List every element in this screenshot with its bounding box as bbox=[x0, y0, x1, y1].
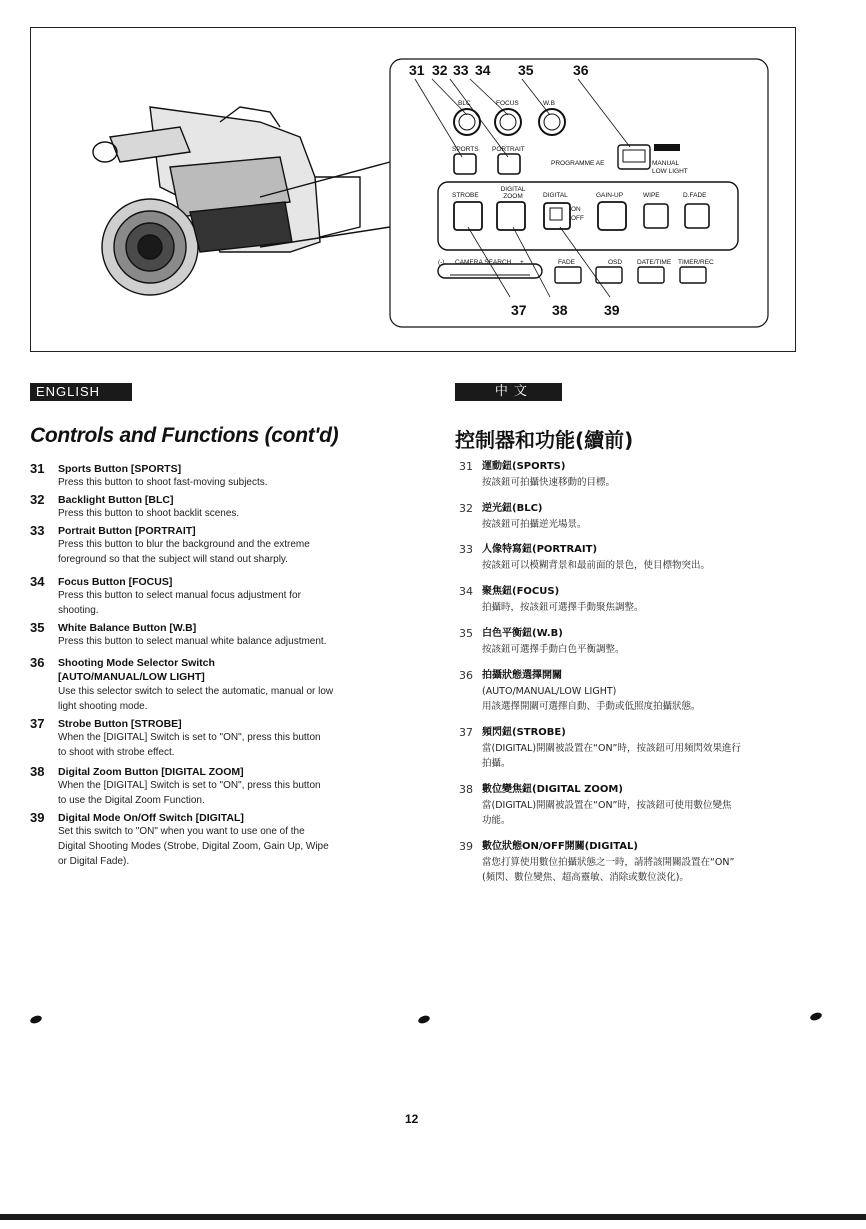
registration-mark bbox=[417, 1014, 431, 1025]
label-portrait: PORTRAIT bbox=[492, 146, 525, 153]
item-number: 34 bbox=[30, 574, 45, 589]
item-title: 拍攝狀態選擇開關 bbox=[482, 670, 562, 681]
item-number: 37 bbox=[30, 716, 45, 731]
item-number: 33 bbox=[459, 543, 473, 556]
label-wb: W.B bbox=[543, 100, 555, 107]
item-desc: foreground so that the subject will stand out sharply. bbox=[58, 554, 288, 565]
control-panel-frame bbox=[390, 59, 768, 327]
item-desc: 當(DIGITAL)開關被設置在“ON”時，按該鈕可使用數位變焦 bbox=[482, 800, 732, 811]
callout-32: 32 bbox=[432, 62, 448, 78]
camcorder-illustration bbox=[93, 107, 390, 295]
sports-button-shape bbox=[454, 154, 476, 174]
callout-37: 37 bbox=[511, 302, 527, 318]
item-desc: 拍攝。 bbox=[482, 758, 511, 769]
item-desc: Use this selector switch to select the automatic, manual or low bbox=[58, 686, 334, 697]
osd-button-shape bbox=[596, 267, 622, 283]
label-sports: SPORTS bbox=[452, 146, 479, 153]
item-number: 32 bbox=[30, 492, 45, 507]
item-number: 32 bbox=[459, 502, 473, 515]
item-desc: or Digital Fade). bbox=[58, 856, 130, 867]
item-number: 36 bbox=[30, 655, 45, 670]
item-desc: shooting. bbox=[58, 605, 99, 616]
item-number: 33 bbox=[30, 523, 45, 538]
item-title: Digital Mode On/Off Switch [DIGITAL] bbox=[58, 812, 244, 824]
item-title: Portrait Button [PORTRAIT] bbox=[58, 525, 196, 537]
strobe-button-shape bbox=[454, 202, 482, 230]
label-fade: FADE bbox=[558, 259, 575, 266]
label-d-fade: D.FADE bbox=[683, 192, 707, 199]
item-title: Sports Button [SPORTS] bbox=[58, 463, 182, 475]
item-number: 38 bbox=[30, 764, 45, 779]
label-low-light: LOW LIGHT bbox=[652, 168, 688, 175]
label-on: ON bbox=[571, 206, 581, 213]
label-digital-zoom: DIGITAL ZOOM bbox=[500, 186, 526, 200]
item-title: Focus Button [FOCUS] bbox=[58, 576, 173, 588]
item-desc: 功能。 bbox=[482, 815, 511, 826]
label-strobe: STROBE bbox=[452, 192, 479, 199]
item-number: 39 bbox=[459, 840, 473, 853]
item-title: 逆光鈕(BLC) bbox=[482, 503, 543, 514]
item-desc: 按該鈕可拍攝逆光場景。 bbox=[482, 519, 587, 530]
item-desc: When the [DIGITAL] Switch is set to "ON", press this button bbox=[58, 732, 321, 743]
item-desc: Press this button to blur the background and the extreme bbox=[58, 539, 310, 550]
item-number: 35 bbox=[30, 620, 45, 635]
bottom-rule bbox=[0, 1214, 866, 1220]
item-desc: Digital Shooting Modes (Strobe, Digital Zoom, Gain Up, Wipe bbox=[58, 841, 329, 852]
digital-zoom-button-shape bbox=[497, 202, 525, 230]
label-timer: TIMER/REC bbox=[678, 259, 714, 266]
item-desc: 按該鈕可以模糊背景和最前面的景色，使目標物突出。 bbox=[482, 560, 711, 571]
item-desc: to use the Digital Zoom Function. bbox=[58, 795, 205, 806]
gain-up-button-shape bbox=[598, 202, 626, 230]
item-desc: Press this button to shoot backlit scenes. bbox=[58, 508, 240, 519]
label-manual: MANUAL bbox=[652, 160, 680, 167]
item-desc: Press this button to select manual focus adjustment for bbox=[58, 590, 301, 601]
callout-39: 39 bbox=[604, 302, 620, 318]
item-desc: 用該選擇開關可選擇自動、手動或低照度拍攝狀態。 bbox=[482, 701, 701, 712]
item-title: 數位狀態ON/OFF開關(DIGITAL) bbox=[482, 841, 638, 852]
chinese-tab: 中 文 bbox=[455, 383, 562, 401]
item-number: 31 bbox=[30, 461, 45, 476]
english-title: Controls and Functions (cont'd) bbox=[30, 424, 339, 447]
callout-36: 36 bbox=[573, 62, 589, 78]
item-title: Backlight Button [BLC] bbox=[58, 494, 174, 506]
item-title: 白色平衡鈕(W.B) bbox=[482, 628, 563, 639]
item-desc: 按該鈕可選擇手動白色平衡調整。 bbox=[482, 644, 625, 655]
callout-31: 31 bbox=[409, 62, 425, 78]
label-programme-ae: PROGRAMME AE bbox=[551, 160, 605, 167]
item-desc: 拍攝時，按該鈕可選擇手動聚焦調整。 bbox=[482, 602, 644, 613]
camera-search-shape bbox=[438, 264, 542, 278]
item-desc: 當(DIGITAL)開關被設置在“ON”時，按該鈕可用頻閃效果進行 bbox=[482, 743, 741, 754]
item-number: 39 bbox=[30, 810, 45, 825]
wipe-button-shape bbox=[644, 204, 668, 228]
label-focus: FOCUS bbox=[496, 100, 519, 107]
callout-34: 34 bbox=[475, 62, 491, 78]
label-camera-search: CAMERA SEARCH bbox=[455, 259, 512, 266]
item-desc: 按該鈕可拍攝快速移動的目標。 bbox=[482, 477, 616, 488]
label-wipe: WIPE bbox=[643, 192, 660, 199]
item-number: 31 bbox=[459, 460, 473, 473]
item-title: 數位變焦鈕(DIGITAL ZOOM) bbox=[482, 784, 623, 795]
label-blc: BLC bbox=[458, 100, 471, 107]
blc-button-shape bbox=[454, 109, 480, 135]
item-number: 38 bbox=[459, 783, 473, 796]
label-date-time: DATE/TIME bbox=[637, 259, 672, 266]
item-number: 36 bbox=[459, 669, 473, 682]
item-desc: light shooting mode. bbox=[58, 701, 148, 712]
label-digital: DIGITAL bbox=[543, 192, 568, 199]
chinese-title: 控制器和功能(續前) bbox=[455, 428, 634, 452]
date-time-button-shape bbox=[638, 267, 664, 283]
item-title: 人像特寫鈕(PORTRAIT) bbox=[482, 544, 598, 555]
label-osd: OSD bbox=[608, 259, 623, 266]
wb-button-shape bbox=[539, 109, 565, 135]
callout-33: 33 bbox=[453, 62, 469, 78]
item-desc: 當您打算使用數位拍攝狀態之一時，請將該開關設置在“ON” bbox=[482, 857, 735, 868]
focus-button-shape bbox=[495, 109, 521, 135]
timer-button-shape bbox=[680, 267, 706, 283]
label-plus: + bbox=[520, 259, 524, 266]
fade-button-shape bbox=[555, 267, 581, 283]
portrait-button-shape bbox=[498, 154, 520, 174]
item-number: 34 bbox=[459, 585, 473, 598]
item-number: 35 bbox=[459, 627, 473, 640]
item-title: Strobe Button [STROBE] bbox=[58, 718, 182, 730]
d-fade-button-shape bbox=[685, 204, 709, 228]
item-title: 運動鈕(SPORTS) bbox=[482, 461, 566, 472]
item-desc: Press this button to shoot fast-moving subjects. bbox=[58, 477, 268, 488]
item-title: Shooting Mode Selector Switch bbox=[58, 657, 215, 669]
registration-mark bbox=[809, 1011, 823, 1022]
item-title: 聚焦鈕(FOCUS) bbox=[482, 586, 560, 597]
digital-switch-shape bbox=[544, 203, 570, 229]
label-minus: (-) bbox=[438, 259, 445, 266]
item-desc: to shoot with strobe effect. bbox=[58, 747, 175, 758]
item-desc: (AUTO/MANUAL/LOW LIGHT) bbox=[482, 686, 617, 697]
item-title-line-2: [AUTO/MANUAL/LOW LIGHT] bbox=[58, 671, 205, 683]
item-desc: Set this switch to "ON" when you want to use one of the bbox=[58, 826, 305, 837]
label-off: OFF bbox=[571, 215, 584, 222]
item-desc: Press this button to select manual white balance adjustment. bbox=[58, 636, 327, 647]
label-gain-up: GAIN-UP bbox=[596, 192, 624, 199]
item-title: 頻閃鈕(STROBE) bbox=[482, 727, 566, 738]
english-tab: ENGLISH bbox=[30, 383, 132, 401]
item-title: Digital Zoom Button [DIGITAL ZOOM] bbox=[58, 766, 244, 778]
item-desc: When the [DIGITAL] Switch is set to "ON", press this button bbox=[58, 780, 321, 791]
callout-38: 38 bbox=[552, 302, 568, 318]
item-title: White Balance Button [W.B] bbox=[58, 622, 197, 634]
registration-mark bbox=[29, 1014, 43, 1025]
callout-35: 35 bbox=[518, 62, 534, 78]
item-number: 37 bbox=[459, 726, 473, 739]
page-number: 12 bbox=[405, 1112, 419, 1126]
item-desc: (頻閃、數位變焦、超高靈敏、消除或數位淡化)。 bbox=[482, 872, 689, 883]
